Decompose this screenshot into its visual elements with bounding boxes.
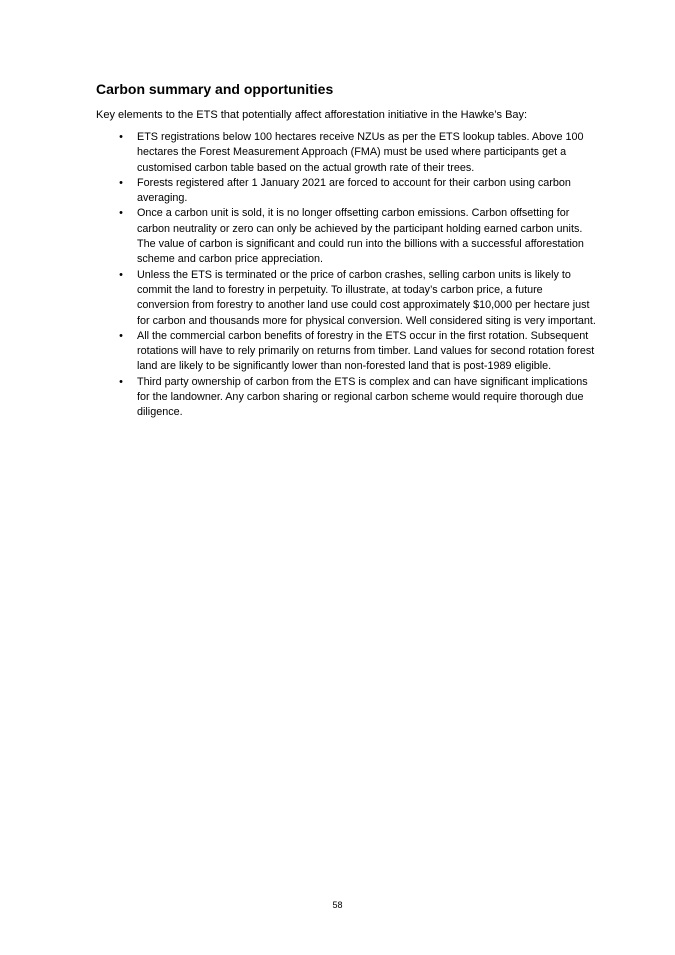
bullet-item — [0, 176, 597, 207]
bullet-icon: • — [119, 375, 123, 388]
bullet-list — [0, 130, 675, 421]
bullet-icon: • — [119, 131, 123, 143]
bullet-text: Forests registered after 1 January 2021 are forced to account for their carbon using carbon averaging. — [137, 176, 571, 205]
bullet-item — [0, 375, 597, 421]
bullet-text: ETS registrations below 100 hectares receive NZUs as per the ETS lookup tables. Above 100 hectares the Forest Measurement Approach (FMA) must be used where participants get a customised carbon table based on the actual growth rate of their trees. — [137, 131, 584, 174]
bullet-text: Once a carbon unit is sold, it is no longer offsetting carbon emissions. Carbon offsetting for carbon neutrality or zero can only be achieved by the participant holding earned carbon units. The value of carbon is significant and could run into the billions with a successful afforestation scheme and carbon price appreciation. — [137, 207, 584, 266]
bullet-icon: • — [119, 207, 123, 220]
bullet-text: Unless the ETS is terminated or the price of carbon crashes, selling carbon units is likely to commit the land to forestry in perpetuity. To illustrate, at today’s carbon price, a future conversion from forestry to another land use could cost approximately $10,000 per hectare just for carbon and thousands more for physical conversion. Well considered siting is very important. — [137, 268, 596, 327]
bullet-text: Third party ownership of carbon from the ETS is complex and can have significant implications for the landowner. Any carbon sharing or regional carbon scheme would require thorough due diligence. — [137, 375, 588, 419]
bullet-item — [0, 206, 597, 267]
bullet-icon: • — [119, 268, 123, 281]
section-heading: Carbon summary and opportunities — [96, 81, 334, 97]
bullet-text: All the commercial carbon benefits of forestry in the ETS occur in the first rotation. Subsequent rotations will have to rely primarily on returns from timber. Land values for second rotation forest land are likely to be significantly lower than non-forested land that is post-1989 eligible. — [137, 329, 595, 373]
bullet-item — [0, 130, 597, 176]
bullet-icon: • — [119, 176, 123, 189]
intro-paragraph: Key elements to the ETS that potentially affect afforestation initiative in the Hawke’s Bay: — [96, 109, 528, 121]
bullet-item — [0, 329, 597, 375]
page-number: 58 — [332, 900, 343, 910]
bullet-icon: • — [119, 329, 123, 342]
bullet-item — [0, 268, 597, 329]
